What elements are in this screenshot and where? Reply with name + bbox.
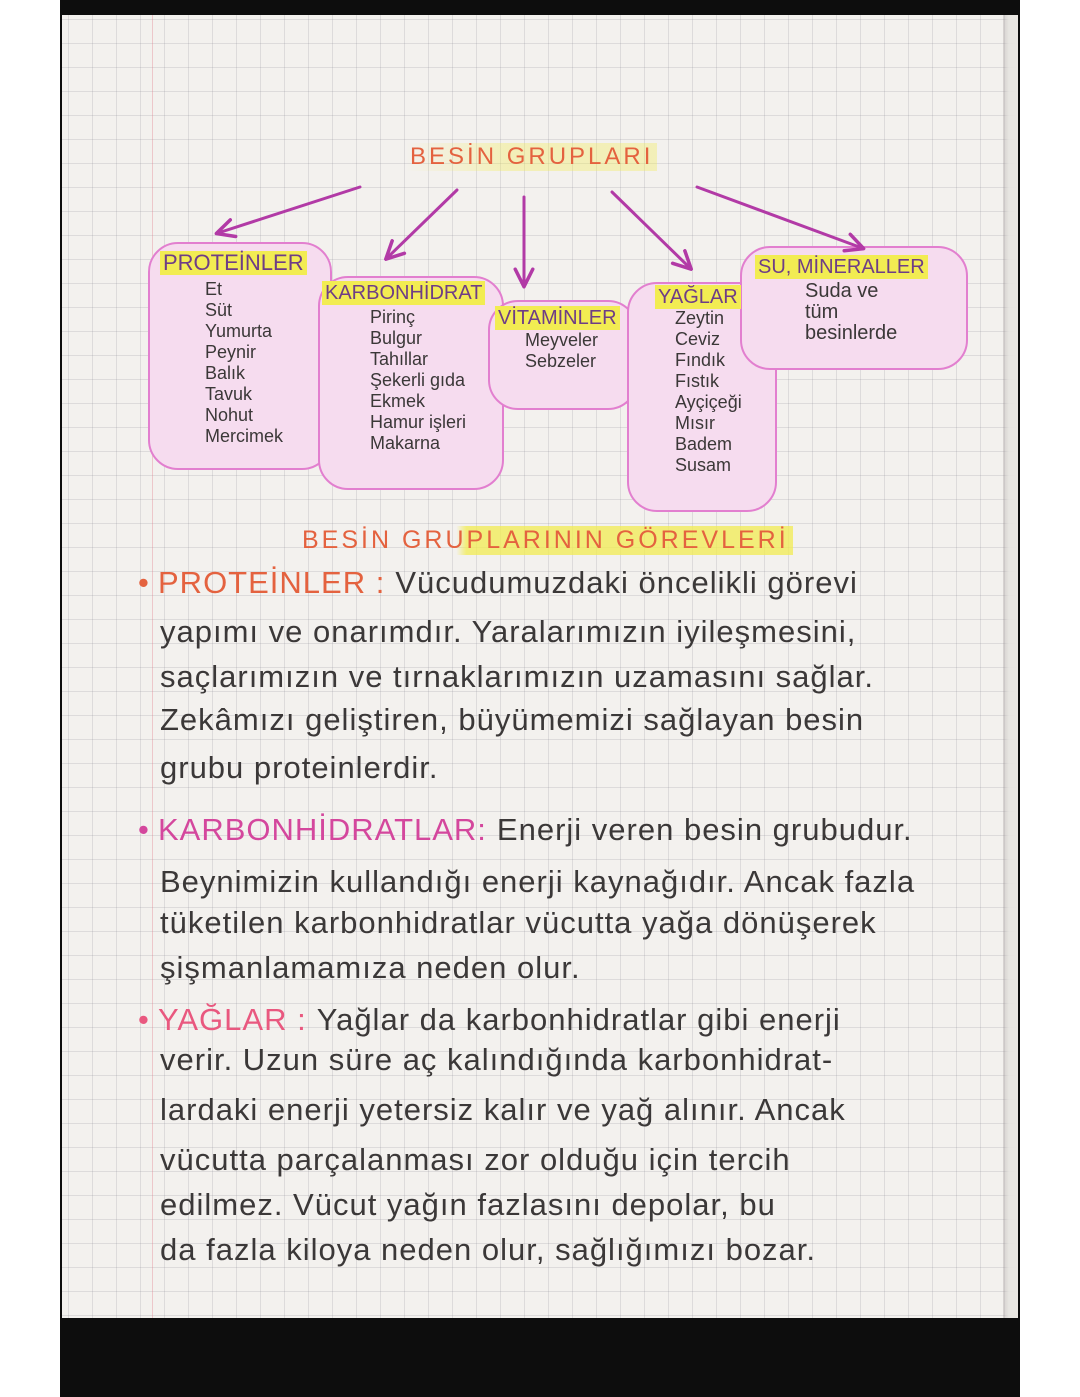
list-item: Susam [675,455,732,475]
group-items-yaglar [675,308,742,476]
list-item: Süt [205,300,233,320]
paragraph-yaglar-line-3: lardaki enerji yetersiz kalır ve yağ alınır. Ancak [160,1092,846,1127]
group-label-vitaminler: VİTAMİNLER [495,306,620,330]
list-item: Nohut [205,405,254,425]
list-item: Peynir [205,342,257,362]
paragraph-yaglar-line-6: da fazla kiloya neden olur, sağlığımızı bozar. [160,1232,817,1267]
group-items-vitaminler [525,330,598,372]
paragraph-label-karbonhidratlar: KARBONHİDRATLAR: [158,812,487,847]
paragraph-yaglar-line-5: edilmez. Vücut yağın fazlasını depolar, bu [160,1187,776,1222]
group-label-proteinler: PROTEİNLER [160,251,307,275]
list-item: Mercimek [205,426,284,446]
paragraph-yaglar-line-2: verir. Uzun süre aç kalındığında karbonhidrat- [160,1042,834,1077]
paragraph-yaglar-line-4: vücutta parçalanması zor olduğu için tercih [160,1142,791,1177]
list-item: Ceviz [675,329,721,349]
page-edge [1003,15,1018,1318]
list-item: Fındık [675,350,726,370]
list-item: Tahıllar [370,349,429,369]
list-item: Badem [675,434,733,454]
list-item: Et [205,279,223,299]
bullet: • [138,1002,150,1037]
paragraph-karbonhidratlar-line-4: şişmanlamamıza neden olur. [160,950,581,985]
paragraph-label-yaglar: YAĞLAR : [158,1002,307,1037]
list-item: Suda ve [805,280,879,302]
list-item: Ayçiçeği [675,392,742,412]
paragraph-proteinler-line-2: yapımı ve onarımdır. Yaralarımızın iyileşmesini, [160,614,857,649]
list-item: Şekerli gıda [370,370,466,390]
bullet: • [138,812,150,847]
paragraph-karbonhidratlar-line-3: tüketilen karbonhidratlar vücutta yağa dönüşerek [160,905,877,940]
paragraph-yaglar-line-1 [138,1002,841,1038]
list-item: Pirinç [370,307,416,327]
list-item: Tavuk [205,384,253,404]
paragraph-proteinler-line-4: Zekâmızı geliştiren, büyümemizi sağlayan besin [160,702,865,737]
bullet: • [138,565,150,600]
paragraph-text: Enerji veren besin grubudur. [496,812,913,847]
list-item: Bulgur [370,328,423,348]
list-item: Meyveler [525,330,599,350]
paragraph-karbonhidratlar-line-1 [138,812,913,848]
paragraph-proteinler-line-1 [138,565,858,601]
group-items-karbonhidrat [370,307,466,454]
list-item: Yumurta [205,321,273,341]
group-items-su-mineraller [805,281,897,344]
group-label-karbonhidrat: KARBONHİDRAT [322,281,485,305]
margin-line [152,15,153,1318]
list-item: Fıstık [675,371,719,391]
list-item: Zeytin [675,308,725,328]
list-item: Ekmek [370,391,426,411]
paragraph-text: Vücudumuzdaki öncelikli görevi [395,565,858,600]
paragraph-text: Yağlar da karbonhidratlar gibi enerji [316,1002,841,1037]
group-items-proteinler [205,279,283,447]
paragraph-label-proteinler: PROTEİNLER : [158,565,386,600]
list-item: tüm [805,301,839,323]
paragraph-proteinler-line-5: grubu proteinlerdir. [160,750,439,785]
list-item: Sebzeler [525,351,597,371]
list-item: besinlerde [805,322,898,344]
group-label-su-mineraller: SU, MİNERALLER [755,255,928,279]
group-label-yaglar: YAĞLAR [655,285,741,309]
page-title: BESİN GRUPLARI [406,143,657,171]
list-item: Balık [205,363,246,383]
list-item: Makarna [370,433,441,453]
list-item: Hamur işleri [370,412,467,432]
paragraph-proteinler-line-3: saçlarımızın ve tırnaklarımızın uzamasını sağlar. [160,659,875,694]
paragraph-karbonhidratlar-line-2: Beynimizin kullandığı enerji kaynağıdır. Ancak fazla [160,864,916,899]
section-title: BESİN GRUPLARININ GÖREVLERİ [298,526,793,555]
list-item: Mısır [675,413,715,433]
